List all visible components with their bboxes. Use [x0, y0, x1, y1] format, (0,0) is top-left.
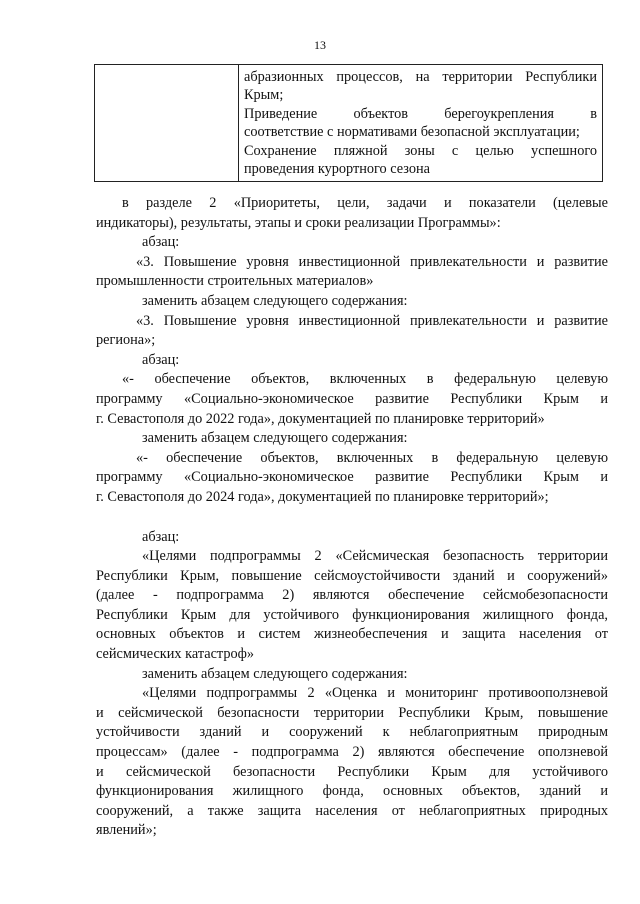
table-cell-line: абразионных процессов, на территории Республики: [244, 69, 597, 85]
replace-label: [96, 429, 608, 449]
text-line: и сейсмической безопасности территории Республики Крым, повышение: [96, 704, 608, 721]
text-line: абзац:: [142, 234, 180, 251]
replace-label: [96, 292, 608, 312]
text-line: индикаторы), результаты, этапы и сроки реализации Программы»:: [96, 214, 501, 231]
text-line: «Целями подпрограммы 2 «Оценка и мониторинг противооползневой: [142, 685, 608, 702]
new-paragraph-3: [96, 684, 608, 841]
table-cell-tasks: [239, 65, 603, 182]
text-line: функционирования жилищного фонда, основных объектов, зданий и: [96, 783, 608, 800]
document-body: [96, 194, 608, 841]
text-line: заменить абзацем следующего содержания:: [142, 665, 408, 682]
old-paragraph-3: [96, 547, 608, 665]
new-paragraph-1: [96, 312, 608, 351]
table-cell-line: проведения курортного сезона: [244, 161, 431, 178]
replace-label: [96, 665, 608, 685]
text-line: устойчивости зданий и сооружений к неблагоприятным природным: [96, 724, 608, 741]
text-line: сооружений, а также защита населения от неблагоприятных природных: [96, 802, 608, 819]
text-line: «3. Повышение уровня инвестиционной привлекательности и развитие: [136, 312, 608, 329]
text-line: «3. Повышение уровня инвестиционной привлекательности и развитие: [136, 253, 608, 270]
text-line: сейсмических катастроф»: [96, 646, 255, 663]
text-line: заменить абзацем следующего содержания:: [142, 292, 408, 309]
spacer: [96, 508, 608, 528]
old-paragraph-2: [96, 370, 608, 429]
text-line: явлений»;: [96, 822, 157, 839]
table-cell-line: Крым;: [244, 87, 284, 104]
abzac-label: [96, 351, 608, 371]
abzac-label: [96, 528, 608, 548]
text-line: промышленности строительных материалов»: [96, 273, 374, 290]
table-cell-line: Сохранение пляжной зоны с целью успешного: [244, 142, 597, 159]
text-line: г. Севастополя до 2022 года», документацией по планировке территорий»: [96, 410, 545, 427]
text-line: (далее - подпрограмма 2) являются обеспечение сейсмобезопасности: [96, 587, 608, 604]
text-line: программу «Социально-экономическое развитие Республики Крым и: [96, 390, 608, 407]
text-line: абзац:: [142, 528, 180, 545]
text-line: Республики Крым для устойчивого функционирования жилищного фонда,: [96, 606, 608, 623]
program-table-fragment: [94, 64, 603, 182]
text-line: заменить абзацем следующего содержания:: [142, 430, 408, 447]
text-line: программу «Социально-экономическое развитие Республики Крым и: [96, 469, 608, 486]
text-line: и сейсмической безопасности Республики Крым для устойчивого: [96, 763, 608, 780]
text-line: Республики Крым, повышение сейсмоустойчивости зданий и сооружений»: [96, 567, 608, 584]
text-line: основных объектов и систем жизнеобеспечения и защита населения от: [96, 626, 608, 643]
abzac-label: [96, 233, 608, 253]
table-row: [95, 65, 603, 182]
text-line: «Целями подпрограммы 2 «Сейсмическая безопасность территории: [142, 548, 608, 565]
intro-paragraph: [96, 194, 608, 233]
table-cell-empty: [95, 65, 239, 182]
text-line: абзац:: [142, 351, 180, 368]
table-cell-line: Приведение объектов берегоукрепления в: [244, 105, 597, 122]
table-cell-line: соответствие с нормативами безопасной эксплуатации;: [244, 124, 580, 141]
text-line: в разделе 2 «Приоритеты, цели, задачи и показатели (целевые: [122, 195, 608, 211]
text-line: «- обеспечение объектов, включенных в федеральную целевую: [136, 449, 608, 466]
text-line: «- обеспечение объектов, включенных в федеральную целевую: [122, 371, 608, 388]
text-line: процессам» (далее - подпрограмма 2) являются обеспечение оползневой: [96, 744, 608, 761]
new-paragraph-2: [96, 449, 608, 508]
old-paragraph-1: [96, 253, 608, 292]
page-number: 13: [314, 38, 326, 52]
text-line: региона»;: [96, 332, 156, 349]
text-line: г. Севастополя до 2024 года», документацией по планировке территорий»;: [96, 488, 549, 505]
